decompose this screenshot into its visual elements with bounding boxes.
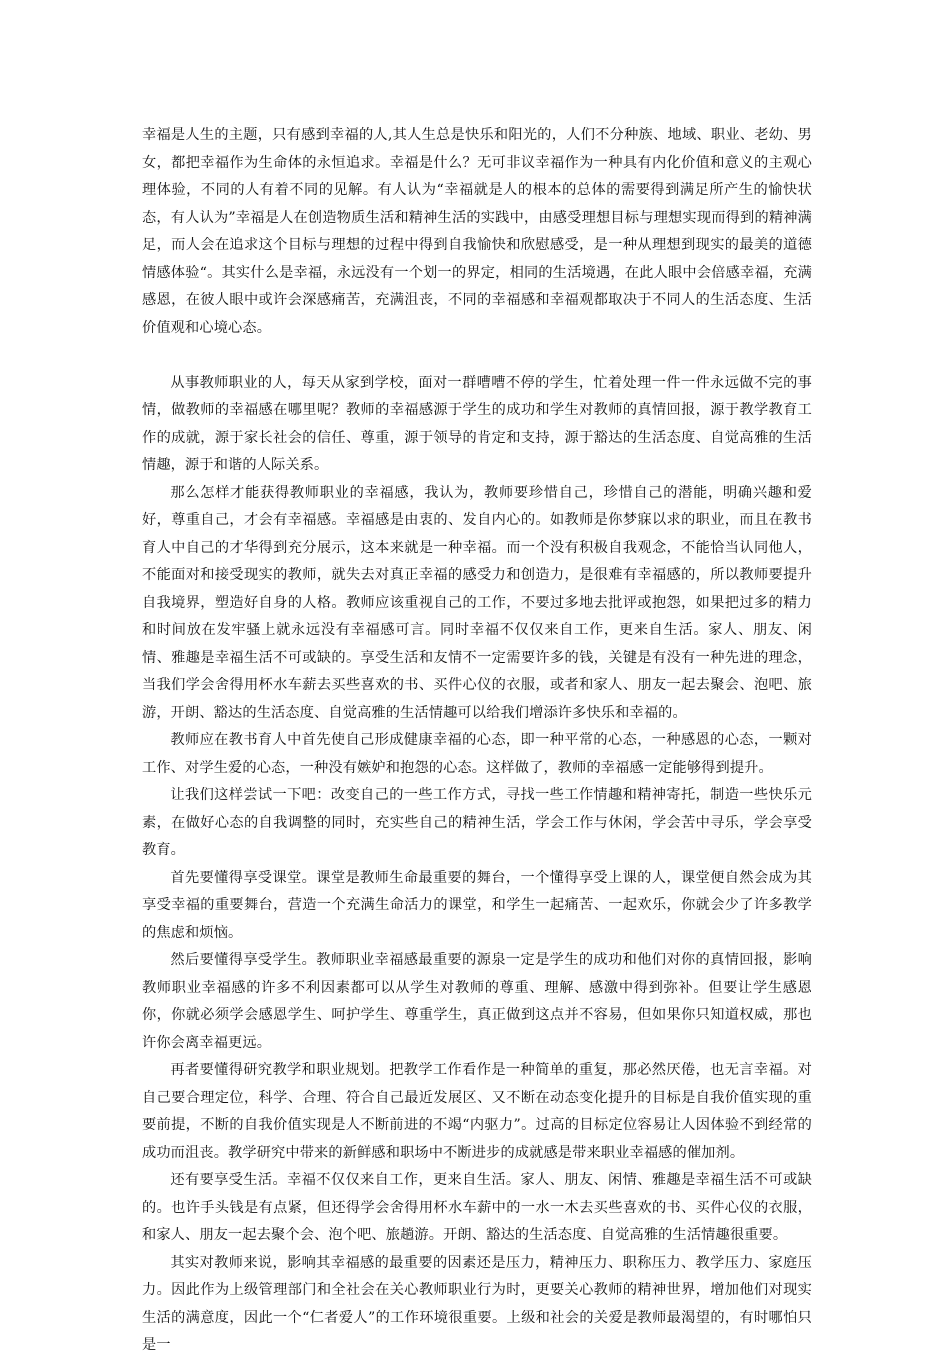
paragraph-10: 其实对教师来说，影响其幸福感的最重要的因素还是压力，精神压力、职称压力、教学压力、家庭压力。因此作为上级管理部门和全社会在关心教师职业行为时，更要关心教师的精神世界，增加他们对现实生活的满意度，因此一个“仁者爱人”的工作环境很重要。上级和社会的关爱是教师最渴望的，有时哪怕只是一 (142, 1254, 812, 1353)
paragraph-8: 再者要懂得研究教学和职业规划。把教学工作看作是一种简单的重复，那必然厌倦，也无言幸福。对自己要合理定位，科学、合理、符合自己最近发展区、又不断在动态变化提升的目标是自我价值实现的重要前提，不断的自我价值实现是人不断前进的不竭“内驱力”。过高的目标定位容易让人因体验不到经常的成功而沮丧。教学研究中带来的新鲜感和职场中不断进步的成就感是带来职业幸福感的催加剂。 (142, 1062, 812, 1161)
paragraph-4: 教师应在教书育人中首先使自己形成健康幸福的心态，即一种平常的心态，一种感恩的心态，一颗对工作、对学生爱的心态，一种没有嫉妒和抱怨的心态。这样做了，教师的幸福感一定能够得到提升。 (142, 732, 812, 776)
paragraph-2: 从事教师职业的人，每天从家到学校，面对一群嘈嘈不停的学生，忙着处理一件一件永远做不完的事情，做教师的幸福感在哪里呢？教师的幸福感源于学生的成功和学生对教师的真情回报，源于教学教育工作的成就，源于家长社会的信任、尊重，源于领导的肯定和支持，源于豁达的生活态度、自觉高雅的生活情趣，源于和谐的人际关系。 (142, 374, 812, 473)
document-body (142, 122, 812, 1360)
paragraph-7: 然后要懂得享受学生。教师职业幸福感最重要的源泉一定是学生的成功和他们对你的真情回报，影响教师职业幸福感的许多不利因素都可以从学生对教师的尊重、理解、感激中得到弥补。但要让学生感恩你，你就必须学会感恩学生、呵护学生、尊重学生，真正做到这点并不容易，但如果你只知道权威，那也许你会离幸福更远。 (142, 952, 812, 1051)
paragraph-6: 首先要懂得享受课堂。课堂是教师生命最重要的舞台，一个懂得享受上课的人，课堂便自然会成为其享受幸福的重要舞台，营造一个充满生命活力的课堂，和学生一起痛苦、一起欢乐，你就会少了许多教学的焦虑和烦恼。 (142, 869, 812, 941)
paragraph-gap (142, 342, 812, 370)
paragraph-1: 幸福是人生的主题，只有感到幸福的人,其人生总是快乐和阳光的，人们不分种族、地域、职业、老幼、男女，都把幸福作为生命体的永恒追求。幸福是什么？无可非议幸福作为一种具有内化价值和意义的主观心理体验，不同的人有着不同的见解。有人认为“幸福就是人的根本的总体的需要得到满足所产生的愉快状态，有人认为”幸福是人在创造物质生活和精神生活的实践中，由感受理想目标与理想实现而得到的精神满足，而人会在追求这个目标与理想的过程中得到自我愉快和欣慰感受，是一种从理想到现实的最美的道德情感体验“。其实什么是幸福，永远没有一个划一的界定，相同的生活境遇，在此人眼中会倍感幸福，充满感恩，在彼人眼中或许会深感痛苦，充满沮丧，不同的幸福感和幸福观都取决于不同人的生活态度、生活价值观和心境心态。 (142, 127, 812, 336)
paragraph-3: 那么怎样才能获得教师职业的幸福感，我认为，教师要珍惜自己，珍惜自己的潜能，明确兴趣和爱好，尊重自己，才会有幸福感。幸福感是由衷的、发自内心的。如教师是你梦寐以求的职业，而且在教书育人中自己的才华得到充分展示，这本来就是一种幸福。而一个没有积极自我观念，不能恰当认同他人，不能面对和接受现实的教师，就失去对真正幸福的感受力和创造力，是很难有幸福感的，所以教师要提升自我境界，塑造好自身的人格。教师应该重视自己的工作，不要过多地去批评或抱怨，如果把过多的精力和时间放在发牢骚上就永远没有幸福感可言。同时幸福不仅仅来自工作，更来自生活。家人、朋友、闲情、雅趣是幸福生活不可或缺的。享受生活和友情不一定需要许多的钱，关键是有没有一种先进的理念，当我们学会舍得用杯水车薪去买些喜欢的书、买件心仪的衣服，或者和家人、朋友一起去聚会、泡吧、旅游，开朗、豁达的生活态度、自觉高雅的生活情趣可以给我们增添许多快乐和幸福的。 (142, 484, 812, 721)
paragraph-9: 还有要享受生活。幸福不仅仅来自工作，更来自生活。家人、朋友、闲情、雅趣是幸福生活不可或缺的。也许手头钱是有点紧，但还得学会舍得用杯水车薪中的一水一木去买些喜欢的书、买件心仪的衣服，和家人、朋友一起去聚个会、泡个吧、旅趟游。开朗、豁达的生活态度、自觉高雅的生活情趣很重要。 (142, 1172, 812, 1243)
paragraph-5: 让我们这样尝试一下吧：改变自己的一些工作方式，寻找一些工作情趣和精神寄托，制造一些快乐元素，在做好心态的自我调整的同时，充实些自己的精神生活，学会工作与休闲，学会苦中寻乐，学会享受教育。 (142, 787, 812, 858)
